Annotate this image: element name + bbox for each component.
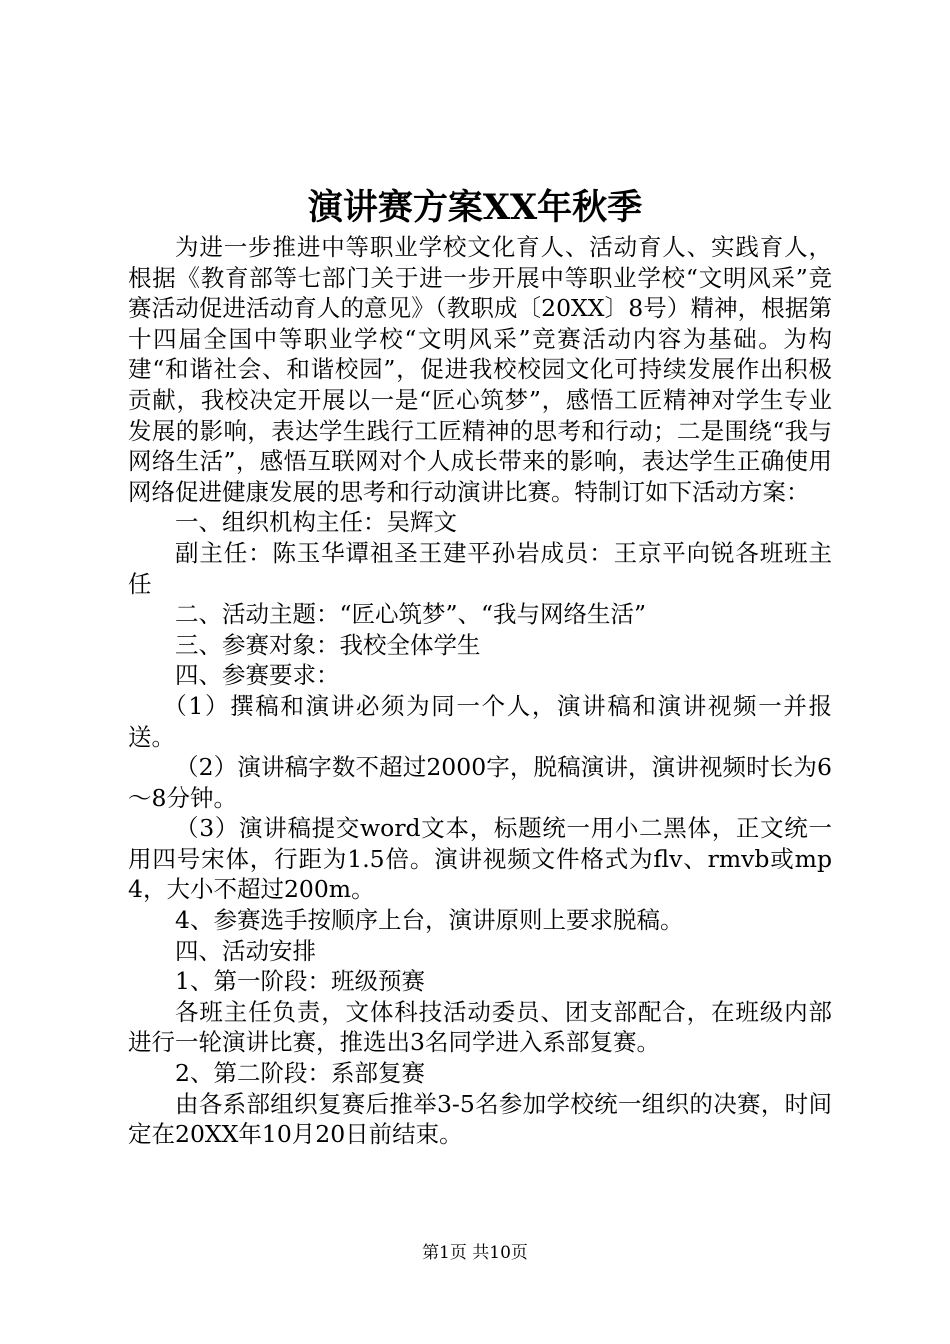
requirement-4: 4、参赛选手按顺序上台，演讲原则上要求脱稿。 xyxy=(175,906,684,935)
organization-members: 副主任：陈玉华谭祖圣王建平孙岩成员：王京平向锐各班班主任 xyxy=(128,538,832,598)
section-schedule: 四、活动安排 xyxy=(175,936,316,965)
section-theme: 二、活动主题：“匠心筑梦”、“我与网络生活” xyxy=(175,600,647,629)
stage-1-heading: 1、第一阶段：班级预赛 xyxy=(175,967,425,996)
requirement-2: （2）演讲稿字数不超过2000字，脱稿演讲，演讲视频时长为6～8分钟。 xyxy=(128,753,832,812)
stage-2-text: 由各系部组织复赛后推举3-5名参加学校统一组织的决赛，时间定在20XX年10月20日前结束。 xyxy=(128,1089,832,1149)
requirement-3: （3）演讲稿提交word文本，标题统一用小二黑体，正文统一用四号宋体，行距为1.5倍。演讲视频文件格式为flv、rmvb或mp4，大小不超过200m。 xyxy=(128,814,832,904)
document-title: 演讲赛方案XX年秋季 xyxy=(307,187,643,228)
section-participants: 三、参赛对象：我校全体学生 xyxy=(175,630,481,659)
document-body xyxy=(128,232,832,1150)
page-footer: 第1页 共10页 xyxy=(422,1243,528,1263)
section-requirements: 四、参赛要求： xyxy=(175,661,340,690)
stage-2-heading: 2、第二阶段：系部复赛 xyxy=(175,1059,425,1088)
stage-1-text: 各班主任负责，文体科技活动委员、团支部配合，在班级内部进行一轮演讲比赛，推选出3名同学进入系部复赛。 xyxy=(128,997,832,1057)
requirement-1: （1）撰稿和演讲必须为同一个人，演讲稿和演讲视频一并报送。 xyxy=(128,691,832,751)
intro-paragraph: 为进一步推进中等职业学校文化育人、活动育人、实践育人，根据《教育部等七部门关于进一步开展中等职业学校“文明风采”竞赛活动促进活动育人的意见》（教职成〔20XX〕8号）精神，根据第十四届全国中等职业学校“文明风采”竞赛活动内容为基础。为构建“和谐社会、和谐校园”，促进我校校园文化可持续发展作出积极贡献，我校决定开展以一是“匠心筑梦”，感悟工匠精神对学生专业发展的影响，表达学生践行工匠精神的思考和行动；二是围绕“我与网络生活”，感悟互联网对个人成长带来的影响，表达学生正确使用网络促进健康发展的思考和行动演讲比赛。特制订如下活动方案： xyxy=(128,233,832,506)
section-organization: 一、组织机构主任：吴辉文 xyxy=(175,508,457,537)
